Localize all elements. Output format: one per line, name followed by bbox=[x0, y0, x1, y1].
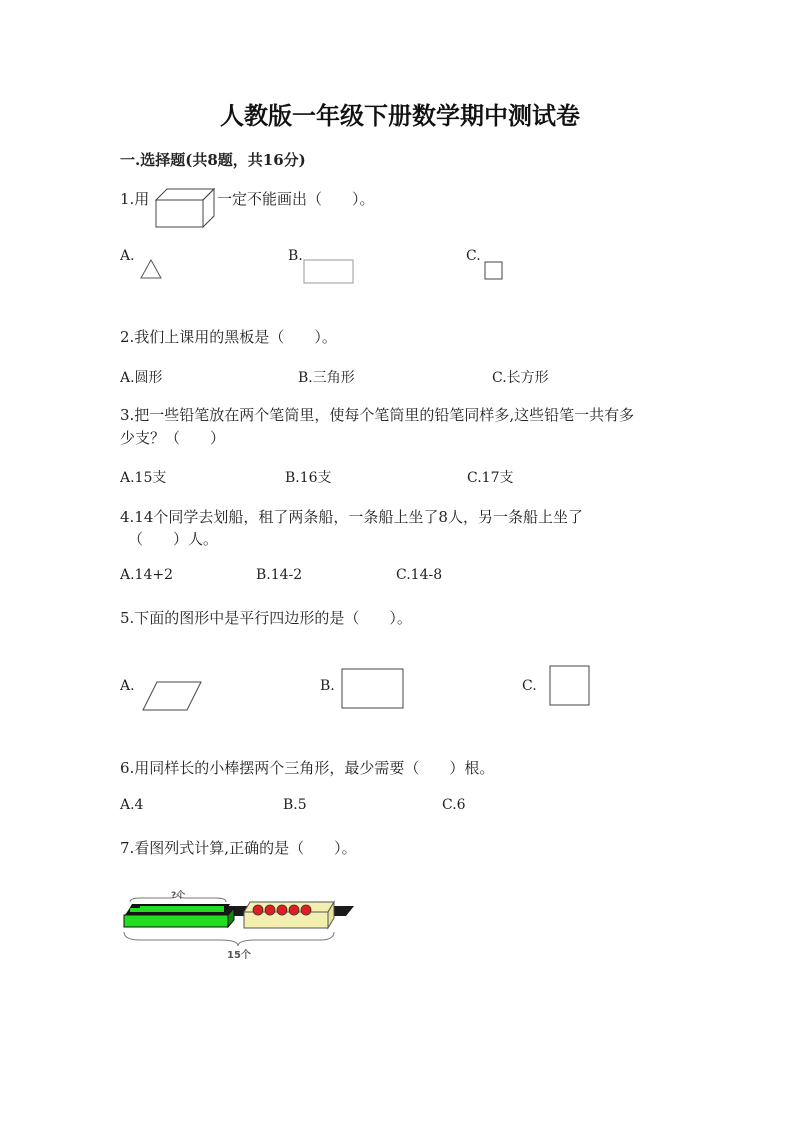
q3-option-a[interactable]: A.15支 bbox=[120, 470, 167, 486]
q1-option-c[interactable]: C. bbox=[466, 248, 481, 264]
q3-text-line1: 3.把一些铅笔放在两个笔筒里，使每个笔筒里的铅笔同样多,这些铅笔一共有多 bbox=[120, 406, 635, 424]
q5-option-b[interactable]: B. bbox=[320, 678, 335, 694]
bottom-brace bbox=[124, 932, 334, 946]
q2-option-b[interactable]: B.三角形 bbox=[298, 370, 355, 386]
yellow-ball-box bbox=[244, 902, 334, 928]
rectangle-shape bbox=[341, 668, 405, 710]
q6-option-a[interactable]: A.4 bbox=[120, 797, 144, 813]
triangle-shape bbox=[140, 258, 164, 280]
red-ball bbox=[289, 905, 299, 915]
square-shape bbox=[549, 665, 591, 707]
red-ball bbox=[265, 905, 275, 915]
page-title: 人教版一年级下册数学期中测试卷 bbox=[220, 101, 580, 130]
q7-bottom-label: 15个 bbox=[227, 950, 251, 961]
q2-option-a[interactable]: A.圆形 bbox=[120, 370, 163, 386]
parallelogram-shape bbox=[141, 680, 203, 712]
q4-text-line2: （ ）人。 bbox=[128, 530, 219, 548]
red-ball bbox=[277, 905, 287, 915]
q1-prefix: 1.用 bbox=[120, 190, 150, 208]
rectangle-shape bbox=[303, 259, 355, 285]
q3-option-c[interactable]: C.17支 bbox=[467, 470, 514, 486]
red-ball bbox=[301, 905, 311, 915]
red-ball bbox=[253, 905, 263, 915]
q5-option-a[interactable]: A. bbox=[120, 678, 135, 694]
q4-text-line1: 4.14个同学去划船，租了两条船，一条船上坐了8人，另一条船上坐了 bbox=[120, 508, 583, 526]
q4-option-c[interactable]: C.14-8 bbox=[396, 567, 443, 583]
q6-text: 6.用同样长的小棒摆两个三角形，最少需要（ ）根。 bbox=[120, 759, 495, 777]
q1-option-b[interactable]: B. bbox=[288, 248, 303, 264]
q7-top-label: ?个 bbox=[171, 891, 186, 901]
square-shape bbox=[484, 261, 504, 281]
q6-option-c[interactable]: C.6 bbox=[442, 797, 466, 813]
q6-option-b[interactable]: B.5 bbox=[283, 797, 307, 813]
q5-text: 5.下面的图形中是平行四边形的是（ ）。 bbox=[120, 609, 412, 627]
q2-text: 2.我们上课用的黑板是（ ）。 bbox=[120, 328, 337, 346]
q1-option-a[interactable]: A. bbox=[120, 248, 135, 264]
q4-option-b[interactable]: B.14-2 bbox=[256, 567, 303, 583]
q1-suffix: 一定不能画出（ ）。 bbox=[217, 190, 375, 208]
q7-text: 7.看图列式计算,正确的是（ ）。 bbox=[120, 839, 357, 857]
q3-option-b[interactable]: B.16支 bbox=[285, 470, 332, 486]
q2-option-c[interactable]: C.长方形 bbox=[492, 370, 549, 386]
q5-option-c[interactable]: C. bbox=[522, 678, 537, 694]
q3-text-line2: 少支？（ ） bbox=[120, 429, 226, 447]
q4-option-a[interactable]: A.14+2 bbox=[120, 567, 174, 583]
q1-cuboid-figure bbox=[155, 188, 215, 228]
section-heading: 一.选择题(共8题，共16分) bbox=[120, 151, 306, 169]
